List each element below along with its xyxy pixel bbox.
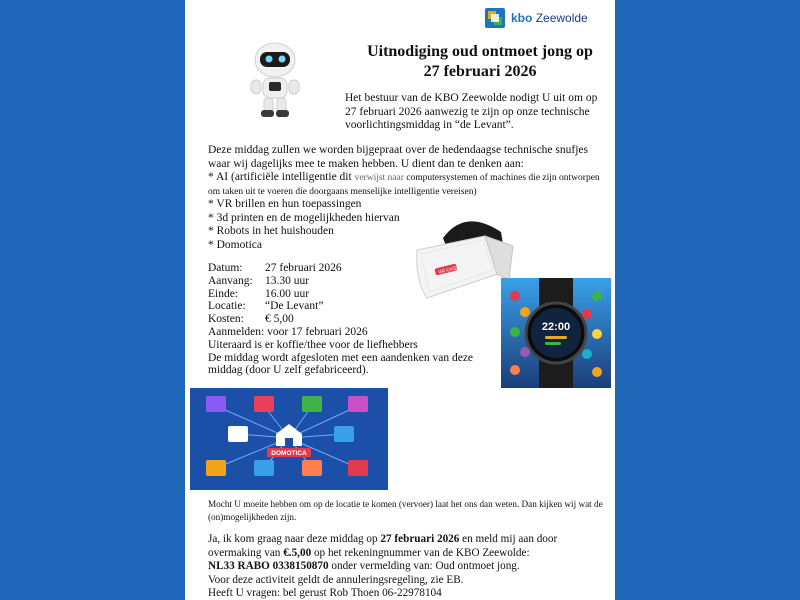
smartwatch-image xyxy=(501,278,611,388)
vr-brand-label: VR CASE xyxy=(437,264,461,276)
koffie-note: Uiteraard is er koffie/thee voor de liefhebbers xyxy=(208,338,418,351)
topic-ai: * AI (artificiële intelligentie dit verwijst naar computersystemen of machines die zijn ontworpen om taken uit te voeren die doorgaans menselijke intelligentie vereisen) xyxy=(208,171,600,197)
logo-text: kbo Zeewolde xyxy=(511,11,588,25)
intro-paragraph: Het bestuur van de KBO Zeewolde nodigt U uit om op 27 februari 2026 aanwezig te zijn op onze technische voorlichtingsmiddag in “de Levant”. xyxy=(345,92,598,131)
registration-line-1: Ja, ik kom graag naar deze middag op 27 februari 2026 en meld mij aan door overmaking van €.5,00 op het rekeningnummer van de KBO Zeewolde: xyxy=(208,533,558,559)
topic-3d: * 3d printen en de mogelijkheden hiervan xyxy=(208,211,400,224)
registration-iban-line: NL33 RABO 0338150870 onder vermelding van: Oud ontmoet jong. xyxy=(208,560,520,572)
page-title xyxy=(345,42,615,82)
domotica-label: DOMOTICA xyxy=(271,450,307,457)
kbo-logo-icon xyxy=(485,8,505,28)
topics-intro: Deze middag zullen we worden bijgepraat over de hedendaagse technische snufjes waar wij dagelijks mee te maken hebben. U dient dan te denken aan: xyxy=(208,144,588,170)
detail-datum: Datum: 27 februari 2026 xyxy=(208,262,342,274)
cancellation-line: Voor deze activiteit geldt de annuleringsregeling, zie EB. xyxy=(208,573,464,586)
aanmelden-deadline: Aanmelden: voor 17 februari 2026 xyxy=(208,325,368,338)
registration-block xyxy=(208,533,608,600)
detail-kosten: Kosten: € 5,00 xyxy=(208,313,294,326)
topics-block xyxy=(208,144,603,252)
watch-time: 22:00 xyxy=(541,321,571,333)
domotica-diagram xyxy=(190,388,388,490)
robot-image xyxy=(242,38,308,120)
transport-note: Mocht U moeite hebben om op de locatie te komen (vervoer) laat het ons dan weten. Dan kijken wij wat de (on)mogelijkheden zijn. xyxy=(208,499,603,522)
detail-locatie: Locatie: “De Levant” xyxy=(208,300,324,313)
kbo-logo xyxy=(485,8,588,28)
title-line-1: Uitnodiging oud ontmoet jong op xyxy=(367,43,593,60)
afsluiting-note: De middag wordt afgesloten met een aandenken van deze middag (door U zelf gefabriceerd). xyxy=(208,351,474,377)
detail-aanvang: Aanvang: 13.30 uur xyxy=(208,274,310,287)
topic-domotica: * Domotica xyxy=(208,238,262,251)
event-details xyxy=(208,262,508,377)
title-line-2: 27 februari 2026 xyxy=(423,63,537,80)
contact-line: Heeft U vragen: bel gerust Rob Thoen 06-22978104 xyxy=(208,587,442,599)
detail-einde: Einde: 16.00 uur xyxy=(208,287,310,300)
topic-robots: * Robots in het huishouden xyxy=(208,225,334,237)
topic-vr: * VR brillen en hun toepassingen xyxy=(208,198,362,210)
flyer-page xyxy=(185,0,615,600)
